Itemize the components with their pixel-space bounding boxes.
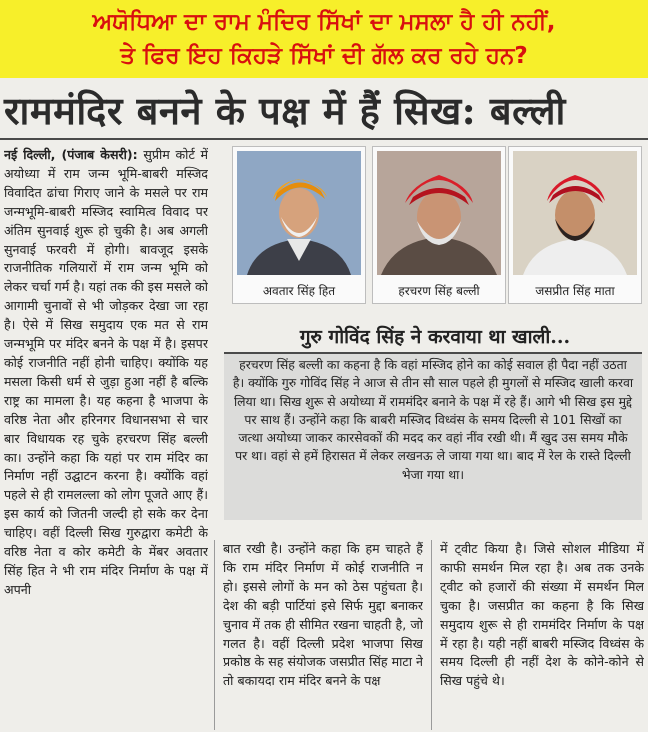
column-1-text: सुप्रीम कोर्ट में अयोध्या में राम जन्म भूमि-बाबरी मस्जिद विवादित ढांचा गिराए जाने के मसले पर राम जन्मभूमि-बाबरी मस्जिद स्वामित्व विवाद पर अंतिम सुनवाई शुरू हो चुकी है। अब अगली सुनवाई फरवरी में होगी। बावजूद इसके राजनीतिक गलियारों में राम जन्म भूमि को लेकर चर्चा गर्म है। यहां तक की इस मसले को आगामी चुनावों से भी जोड़कर देखा जा रहा है। ऐसे में सिख समुदाय एक मत से राम जन्मभूमि पर मंदिर बनने के पक्ष में है। इसपर कोई राजनीति नहीं होनी चाहिए। क्योंकि यह मसला किसी धर्म से जुड़ा हुआ नहीं है बल्कि राष्ट्र का मामला है। यह कहना है भाजपा के वरिष्ठ नेता और हरिनगर विधानसभा से चार बार विधायक रह चुके हरचरण सिंह बल्ली का। उन्होंने कहा कि यहां पर राम मंदिर का निर्माण नहीं उद्घाटन करना है। क्योंकि वहां पहले से ही रामलल्ला को लोग पूजते आए हैं। इस कार्य को जितनी जल्दी हो सके कर देना चाहिए। वहीं दिल्ली सिख गुरुद्वारा कमेटी के वरिष्ठ नेता व कोर कमेटी के मेंबर अवतार सिंह हित ने भी राम मंदिर निर्माण के पक्ष में अपनी [4,147,208,597]
column-2-text: बात रखी है। उन्होंने कहा कि हम चाहते हैं कि राम मंदिर निर्माण में कोई राजनीति न हो। इससे लोगों के मन को ठेस पहुंचता है। देश की बड़ी पार्टियां इसे सिर्फ मुद्दा बनाकर चुनाव में तक ही सीमित रखना चाहती है, जो गलत है। वहीं दिल्ली प्रदेश भाजपा सिख प्रकोष्ठ के सह संयोजक जसप्रीत सिंह माटा ने तो बकायदा राम मंदिर बनने के पक्ष [223,541,423,689]
photo-harcharan-singh-balli [372,146,506,304]
photo-strip [222,146,642,306]
highlight-box-text: हरचरण सिंह बल्ली का कहना है कि वहां मस्जिद होने का कोई सवाल ही पैदा नहीं उठता है। क्योंकि गुरु गोविंद सिंह ने आज से तीन सौ साल पहले ही मुगलों से मस्जिद खाली करवा लिया था। सिख शुरू से अयोध्या में राममंदिर बनाने के पक्ष में रहे हैं। आगे भी सिख इस मुद्दे पर साथ हैं। उन्होंने कहा कि बाबरी मस्जिद विध्वंस के समय दिल्ली से 101 सिखों का जत्था अयोध्या जाकर कारसेवकों की मदद कर वहां नींव रखी थी। मैं खुद उस समय मौके पर था। वहां से हमें हिरासत में लेकर लखनऊ ले जाया गया था। बाद में रेल के रास्ते दिल्ली भेजा गया था। [232,357,634,482]
banner-line-2: ਤੇ ਫਿਰ ਇਹ ਕਿਹੜੇ ਸਿੱਖਾਂ ਦੀ ਗੱਲ ਕਰ ਰਹੇ ਹਨ? [120,43,528,69]
highlight-box [224,352,642,520]
column-3-text: में ट्वीट किया है। जिसे सोशल मीडिया में काफी समर्थन मिल रहा है। अब तक उनके ट्वीट को हजारों की संख्या में समर्थन मिल चुका है। जसप्रीत का कहना है कि सिख समुदाय शुरू से ही राममंदिर निर्माण के पक्ष में रहा है। यही नहीं बाबरी मस्जिद विध्वंस के समय दिल्ली ही नहीं देश के कोने-कोने से सिख पहुंचे थे। [440,541,644,689]
punjabi-banner [0,0,648,78]
subheadline: गुरु गोविंद सिंह ने करवाया था खाली... [299,326,571,348]
photo-caption: जसप्रीत सिंह माता [535,284,615,298]
column-divider [431,540,432,730]
photo-jaspreet-singh-mata [508,146,642,304]
portrait-image [237,151,361,275]
photo-caption: अवतार सिंह हित [262,284,336,298]
portrait-image [377,151,501,275]
portrait-image [513,151,637,275]
banner-line-1: ਅਯੋਧਿਆ ਦਾ ਰਾਮ ਮੰਦਿਰ ਸਿੱਖਾਂ ਦਾ ਮਸਲਾ ਹੈ ਹੀ ਨਹੀਂ, [92,9,556,35]
dateline: नई दिल्ली, (पंजाब केसरी): [4,147,138,162]
photo-caption: हरचरण सिंह बल्ली [398,284,480,298]
photo-avtar-singh-hit [232,146,366,304]
article-column-3 [440,540,644,730]
article-headline: राममंदिर बनने के पक्ष में हैं सिख: बल्ली [4,88,566,133]
column-divider [214,540,215,730]
headline-rule [0,138,648,140]
article-column-2 [223,540,423,730]
article-column-1 [4,146,208,730]
